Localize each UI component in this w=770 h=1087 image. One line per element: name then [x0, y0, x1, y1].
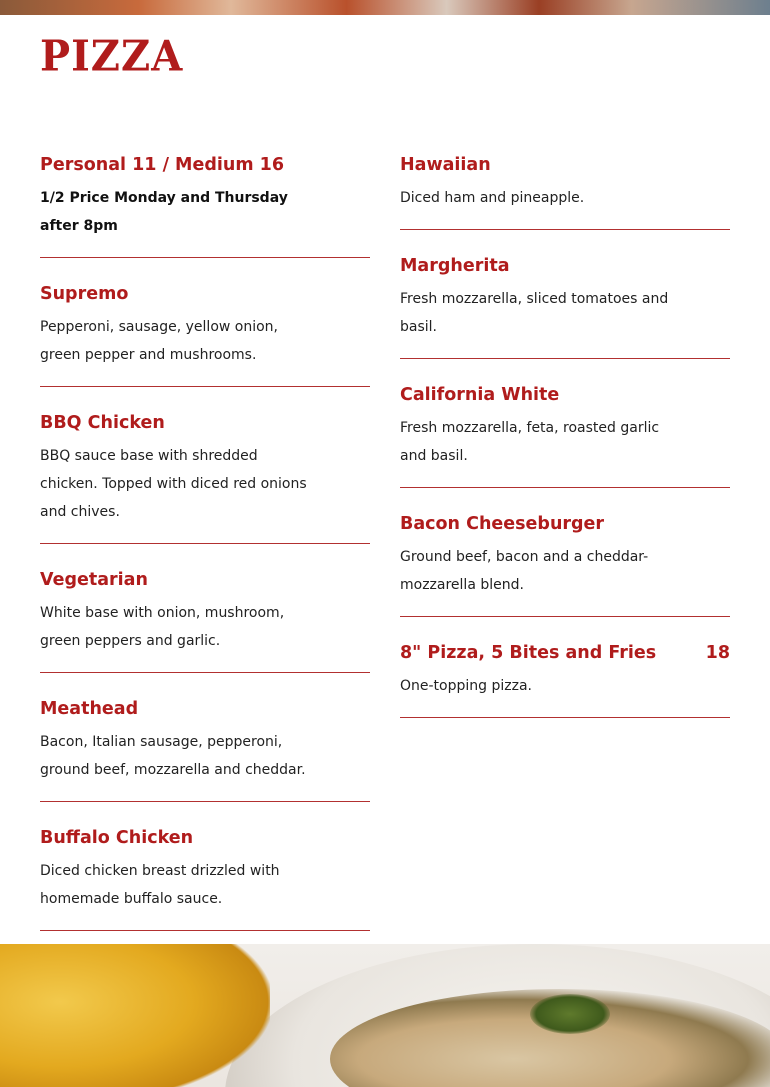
menu-item — [40, 823, 370, 931]
menu-item-name: Hawaiian — [400, 155, 491, 175]
pepper-image — [530, 994, 610, 1034]
menu-item — [400, 638, 730, 718]
menu-item — [40, 150, 370, 258]
menu-item-name: Vegetarian — [40, 570, 148, 590]
menu-item-description: Ground beef, bacon and a cheddar-mozzarella blend. — [400, 549, 649, 593]
menu-item — [400, 251, 730, 359]
menu-item-name: BBQ Chicken — [40, 413, 165, 433]
menu-item-description: Pepperoni, sausage, yellow onion, green pepper and mushrooms. — [40, 319, 278, 363]
menu-item-description: Fresh mozzarella, feta, roasted garlic and basil. — [400, 420, 660, 464]
page-title: PIZZA — [40, 31, 184, 82]
menu-item-price: 18 — [705, 643, 730, 663]
menu-item — [40, 565, 370, 673]
right-menu-column — [400, 150, 730, 739]
menu-item-description: BBQ sauce base with shredded chicken. Topped with diced red onions and chives. — [40, 448, 307, 520]
top-food-photo — [0, 0, 770, 15]
bottom-food-photo — [0, 944, 770, 1087]
menu-item — [40, 408, 370, 544]
menu-item-name: Personal 11 / Medium 16 — [40, 155, 285, 175]
menu-item-description: Diced chicken breast drizzled with homemade buffalo sauce. — [40, 863, 280, 907]
menu-item-description: Diced ham and pineapple. — [400, 190, 585, 206]
chips-image — [0, 944, 270, 1087]
menu-item-name: Margherita — [400, 256, 510, 276]
menu-item-description: Fresh mozzarella, sliced tomatoes and basil. — [400, 291, 669, 335]
menu-item — [400, 380, 730, 488]
menu-item-description: One-topping pizza. — [400, 678, 532, 694]
menu-item-name: Supremo — [40, 284, 129, 304]
menu-item — [400, 150, 730, 230]
menu-item-description: White base with onion, mushroom, green peppers and garlic. — [40, 605, 285, 649]
menu-item-name: Bacon Cheeseburger — [400, 514, 605, 534]
menu-item-name: Buffalo Chicken — [40, 828, 194, 848]
left-menu-column — [40, 150, 370, 952]
menu-item-description: Bacon, Italian sausage, pepperoni, ground beef, mozzarella and cheddar. — [40, 734, 306, 778]
menu-item-description: 1/2 Price Monday and Thursday after 8pm — [40, 190, 288, 234]
menu-item-name: Meathead — [40, 699, 139, 719]
menu-item-name: 8" Pizza, 5 Bites and Fries — [400, 643, 657, 663]
menu-item — [400, 509, 730, 617]
menu-item — [40, 279, 370, 387]
menu-item-name: California White — [400, 385, 560, 405]
menu-item — [40, 694, 370, 802]
